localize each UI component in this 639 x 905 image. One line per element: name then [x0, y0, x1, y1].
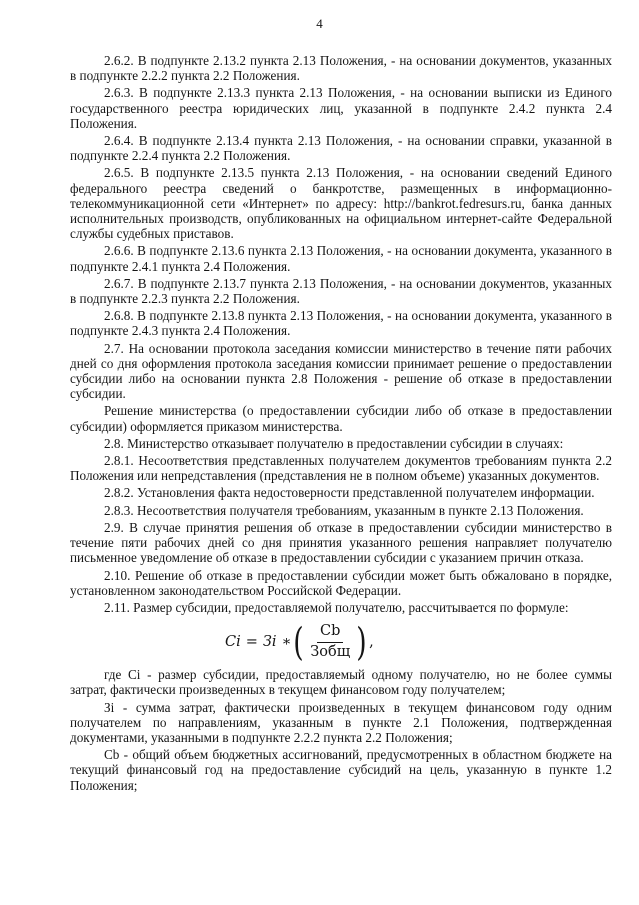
paragraph-2-8: 2.8. Министерство отказывает получателю в предоставлении субсидии в случаях:	[104, 435, 564, 451]
formula-term: Зi	[262, 633, 277, 650]
formula-paren-open: (	[293, 620, 305, 665]
paragraph-2-11: 2.11. Размер субсидии, предоставляемой получателю, рассчитывается по формуле:	[104, 599, 569, 615]
subsidy-formula	[225, 617, 374, 667]
paragraph-2-8-2: 2.8.2. Установления факта недостоверности представленной получателем информации.	[104, 485, 595, 501]
formula-trailing-comma: ,	[369, 633, 374, 650]
formula-operator: ∗	[281, 633, 292, 650]
formula-paren-close: )	[356, 620, 367, 665]
formula-block	[70, 617, 612, 667]
paragraph-2-6-5: 2.6.5. В подпункте 2.13.5 пункта 2.13 Положения, - на основании сведений Единого федерального реестра сведений о банкротстве, размещенных в информационно-телекоммуникационной сети «Интернет» по адресу: http://bankrot.fedresurs.ru, банка данных исполнительных производств, опубликованных на официальном интернет-сайте Федеральной службы судебных приставов.	[70, 165, 612, 242]
formula-denominator: Зобщ	[310, 643, 351, 660]
formula-equals: =	[245, 633, 258, 650]
page-number: 4	[316, 16, 323, 31]
formula-numerator: Cb	[317, 624, 343, 642]
paragraph-2-6-4: 2.6.4. В подпункте 2.13.4 пункта 2.13 Положения, - на основании справки, указанной в подпункте 2.2.4 пункта 2.2 Положения.	[70, 133, 612, 164]
paragraph-2-7: 2.7. На основании протокола заседания комиссии министерство в течение пяти рабочих дней со дня оформления протокола заседания комиссии принимает решение о предоставлении субсидии либо на основании пункта 2.8 Положения - решение об отказе в предоставлении субсидии.	[70, 340, 612, 402]
formula-fraction	[307, 624, 353, 659]
paragraph-2-6-8: 2.6.8. В подпункте 2.13.8 пункта 2.13 Положения, - на основании документа, указанного в подпункте 2.4.3 пункта 2.4 Положения.	[70, 308, 612, 339]
document-body	[70, 53, 612, 795]
paragraph-2-6-3: 2.6.3. В подпункте 2.13.3 пункта 2.13 Положения, - на основании выписки из Единого государственного реестра юридических лиц, указанной в подпункте 2.4.2 пункта 2.4 Положения.	[70, 85, 612, 131]
definition-cb: Cb - общий объем бюджетных ассигнований, предусмотренных в областном бюджете на текущий финансовый год на предоставление субсидий на цель, указанную в пункте 1.2 Положения;	[70, 747, 612, 793]
definition-ci: где Ci - размер субсидии, предоставляемый одному получателю, но не более суммы затрат, фактически произведенных в текущем финансовом году получателем;	[70, 667, 612, 698]
paragraph-2-6-6: 2.6.6. В подпункте 2.13.6 пункта 2.13 Положения, - на основании документа, указанного в подпункте 2.4.1 пункта 2.4 Положения.	[70, 243, 612, 274]
paragraph-2-9: 2.9. В случае принятия решения об отказе в предоставлении субсидии министерство в течение пяти рабочих дней со дня принятия указанного решения направляет получателю письменное уведомление об отказе в предоставлении субсидии с указанием причин отказа.	[70, 519, 612, 566]
paragraph-2-7-decision: Решение министерства (о предоставлении субсидии либо об отказе в предоставлении субсидии) оформляется приказом министерства.	[70, 403, 612, 434]
paragraph-2-6-7: 2.6.7. В подпункте 2.13.7 пункта 2.13 Положения, - на основании документов, указанных в подпункте 2.2.3 пункта 2.2 Положения.	[70, 275, 612, 307]
paragraph-2-8-1: 2.8.1. Несоответствия представленных получателем документов требованиям пункта 2.2 Положения или непредставления (представления не в полном объеме) указанных документов.	[70, 453, 612, 484]
paragraph-2-8-3: 2.8.3. Несоответствия получателя требованиям, указанным в пункте 2.13 Положения.	[104, 502, 584, 518]
formula-lhs: Ci	[225, 633, 241, 650]
paragraph-2-10: 2.10. Решение об отказе в предоставлении субсидии может быть обжаловано в порядке, установленном законодательством Российской Федерации.	[70, 567, 612, 598]
paragraph-2-6-2: 2.6.2. В подпункте 2.13.2 пункта 2.13 Положения, - на основании документов, указанных в подпункте 2.2.2 пункта 2.2 Положения.	[70, 53, 612, 84]
definition-zi: Зi - сумма затрат, фактически произведенных в текущем финансовом году одним получателем по направлениям, указанным в пункте 2.1 Положения, подтвержденная документами, указанными в подпункте 2.2.2 пункта 2.2 Положения;	[70, 699, 612, 745]
